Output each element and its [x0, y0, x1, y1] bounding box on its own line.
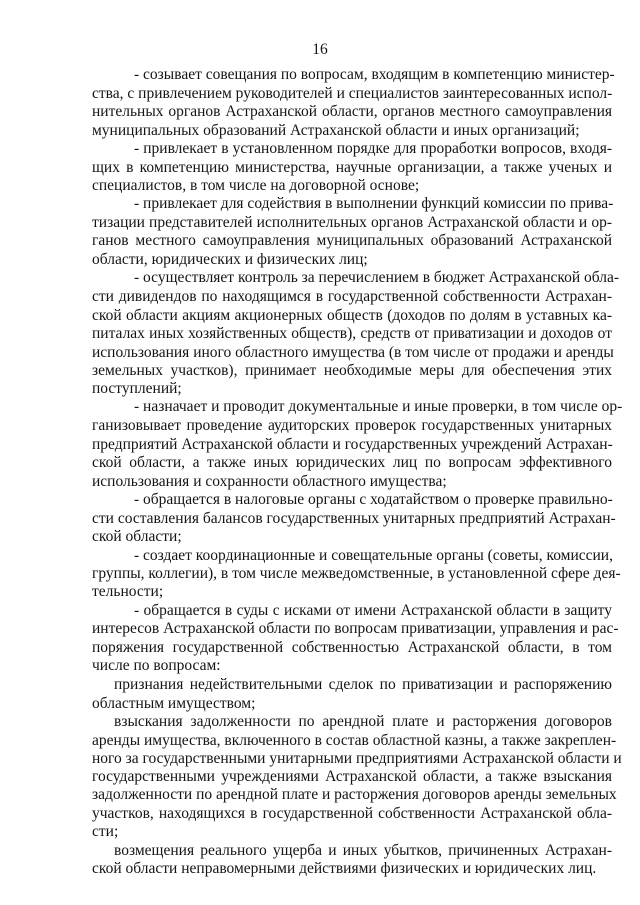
text-line: интересов Астраханской области по вопросам приватизации, управления и рас- [92, 620, 619, 638]
text-line: - обращается в налоговые органы с ходатайством о проверке правильно- [134, 490, 613, 508]
text-line: сти; [92, 823, 119, 841]
text-line: использования и сохранности областного имущества; [92, 472, 447, 490]
text-line: сти составления балансов государственных унитарных предприятий Астрахан- [92, 509, 616, 527]
text-line: щих в компетенцию министерства, научные организации, а также ученых и [92, 158, 612, 176]
text-line: ганов местного самоуправления муниципальных образований Астраханской [92, 232, 612, 250]
text-line: задолженности по арендной плате и расторжения договоров аренды земельных [92, 786, 617, 804]
text-line: области, юридических и физических лиц; [92, 251, 368, 269]
text-line: ства, с привлечением руководителей и специалистов заинтересованных испол- [92, 84, 613, 102]
text-line: аренды имущества, включенного в состав областной казны, а также закреплен- [92, 731, 617, 749]
text-line: поряжения государственной собственностью Астраханской области, в том [92, 639, 612, 657]
text-line: возмещения реального ущерба и иных убытков, причиненных Астрахан- [114, 842, 612, 860]
text-line: питалах иных хозяйственных обществ), средств от приватизации и доходов от [92, 324, 612, 342]
text-line: сти дивидендов по находящимся в государственной собственности Астрахан- [92, 287, 612, 305]
text-line: ской области неправомерными действиями физических и юридических лиц. [92, 860, 597, 877]
text-line: признания недействительными сделок по приватизации и распоряжению [114, 675, 612, 693]
text-line: - созывает совещания по вопросам, входящим в компетенцию министер- [134, 66, 615, 83]
text-line: ской области; [92, 527, 182, 545]
text-line: - обращается в суды с исками от имени Астраханской области в защиту [134, 602, 612, 620]
text-line: ской области, а также иных юридических лиц по вопросам эффективного [92, 454, 612, 472]
text-line: - привлекает в установленном порядке для проработки вопросов, входя- [134, 139, 612, 157]
text-line: областным имуществом; [92, 694, 256, 712]
text-line: ской области акциям акционерных обществ (доходов по долям в уставных ка- [92, 306, 612, 324]
text-line: числе по вопросам: [92, 657, 221, 674]
text-line: использования иного областного имущества (в том числе от продажи и аренды [92, 343, 614, 361]
text-line: взыскания задолженности по арендной плате и расторжения договоров [114, 712, 612, 730]
page-number: 16 [312, 41, 328, 58]
text-line: - привлекает для содействия в выполнении функций комиссии по прива- [134, 195, 614, 213]
text-line: предприятий Астраханской области и государственных учреждений Астрахан- [92, 436, 613, 454]
text-line: специалистов, в том числе на договорной основе; [92, 177, 420, 195]
text-line: нительных органов Астраханской области, органов местного самоуправления [92, 102, 612, 120]
text-line: государственными учреждениями Астраханской области, а также взыскания [92, 768, 612, 786]
text-line: - осуществляет контроль за перечислением в бюджет Астраханской обла- [134, 268, 620, 286]
text-line: земельных участков), принимает необходимые меры для обеспечения этих [92, 361, 612, 379]
text-line: тельности; [92, 583, 164, 601]
text-line: тизации представителей исполнительных органов Астраханской области и ор- [92, 214, 612, 232]
text-line: ганизовывает проведение аудиторских проверок государственных унитарных [92, 417, 612, 435]
text-line: - создает координационные и совещательные органы (советы, комиссии, [134, 546, 613, 564]
text-line: муниципальных образований Астраханской области и иных организаций; [92, 121, 580, 139]
text-line: - назначает и проводит документальные и иные проверки, в том числе ор- [134, 398, 623, 416]
text-line: ного за государственными унитарными предприятиями Астраханской области и [92, 749, 622, 767]
text-line: поступлений; [92, 380, 182, 398]
text-line: группы, коллегии), в том числе межведомственные, в установленной сфере дея- [92, 565, 621, 583]
text-line: участков, находящихся в государственной собственности Астраханской обла- [92, 805, 612, 823]
